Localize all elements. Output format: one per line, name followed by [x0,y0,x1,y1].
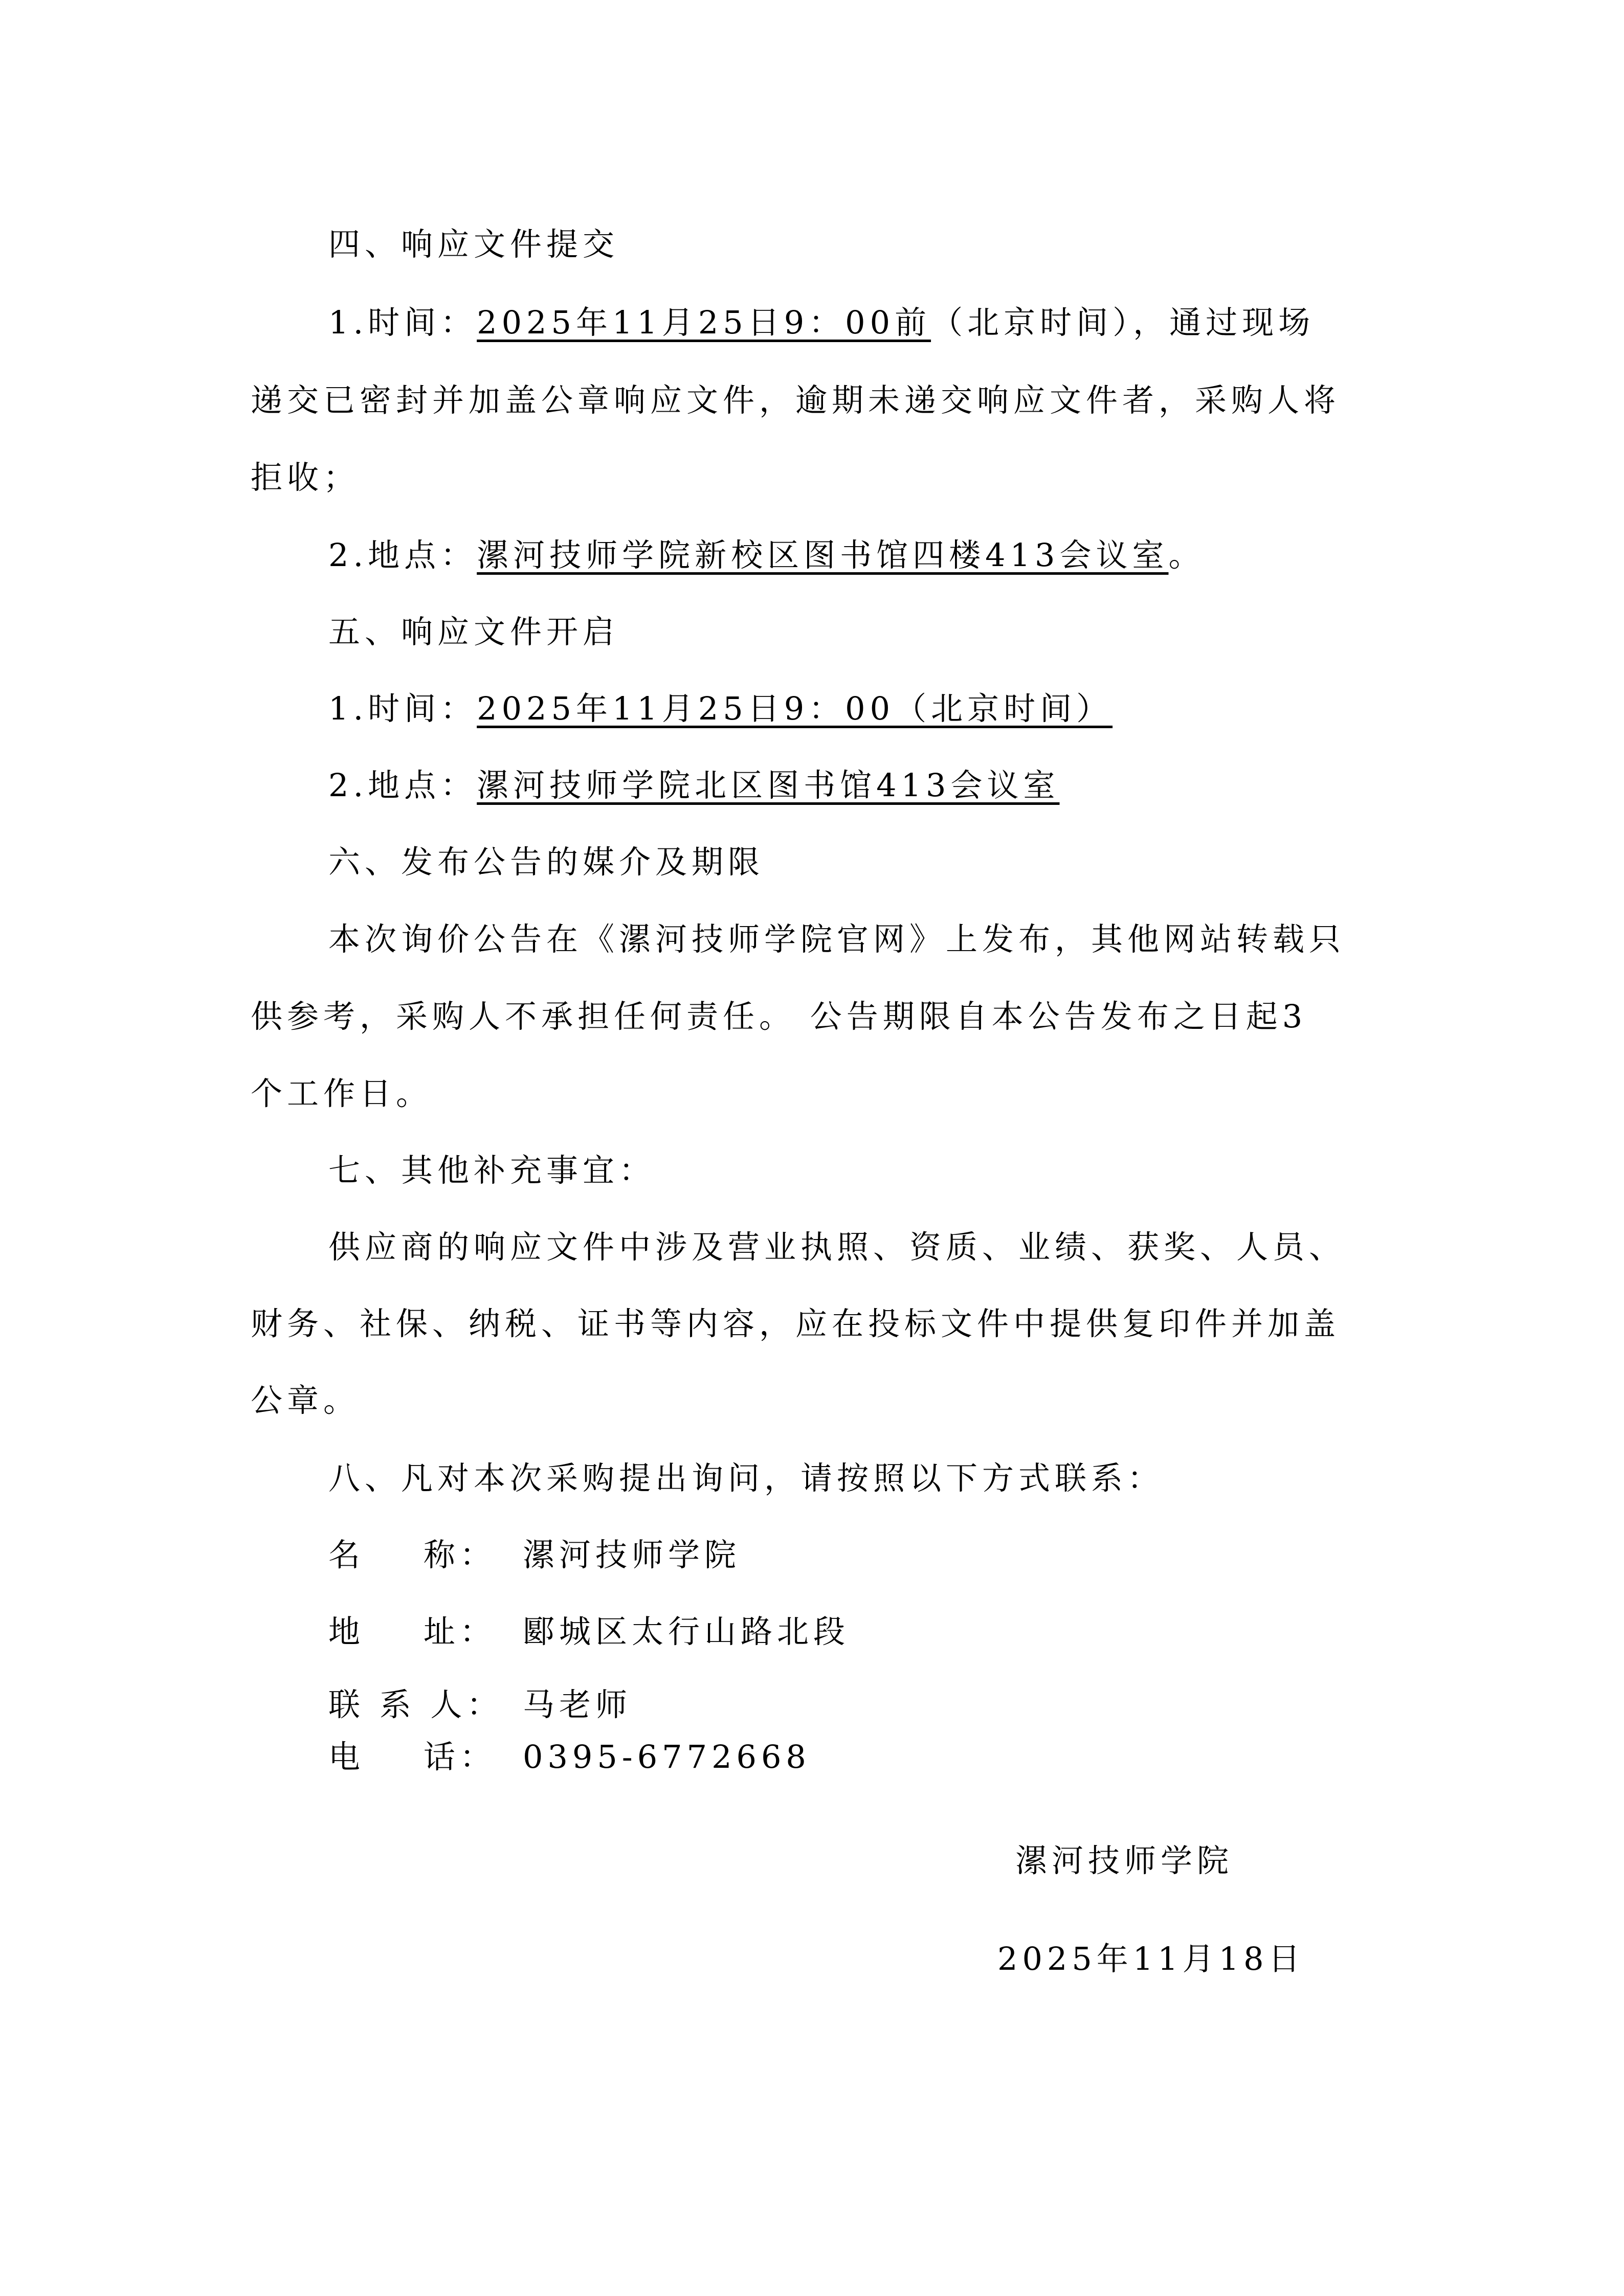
paragraph-submission-location [328,536,1205,574]
paragraph-line: 供参考，采购人不承担任何责任。 公告期限自本公告发布之日起3 [251,998,1307,1035]
item-prefix: 1.时间： [328,690,477,727]
contact-value: 马老师 [523,1686,632,1723]
contact-label: 地 址： [328,1613,496,1650]
item-prefix: 2.地点： [328,536,477,574]
contact-row-address [328,1613,850,1650]
paragraph-opening-time [328,690,1113,727]
contact-label: 电 话： [328,1738,496,1775]
contact-label: 联 系 人： [328,1686,503,1723]
item-suffix: 。 [1168,536,1205,574]
signature-date: 2025年11月18日 [997,1940,1305,1977]
section-heading-8: 八、凡对本次采购提出询问，请按照以下方式联系： [328,1459,1164,1497]
contact-value: 郾城区太行山路北段 [523,1613,850,1650]
item-prefix: 1.时间： [328,304,477,341]
section-heading-4: 四、响应文件提交 [328,226,619,263]
paragraph-line: 公章。 [251,1382,360,1419]
paragraph-line: 本次询价公告在《漯河技师学院官网》上发布，其他网站转载只 [328,920,1346,958]
section-heading-5: 五、响应文件开启 [328,613,619,650]
submission-location: 漯河技师学院新校区图书馆四楼413会议室 [477,536,1169,574]
contact-row-person [328,1686,632,1723]
opening-location: 漯河技师学院北区图书馆413会议室 [477,767,1060,804]
contact-value: 漯河技师学院 [523,1536,741,1573]
paragraph-line: 财务、社保、纳税、证书等内容，应在投标文件中提供复印件并加盖 [251,1305,1341,1342]
paragraph-submission-time [328,304,1315,341]
paragraph-line: 供应商的响应文件中涉及营业执照、资质、业绩、获奖、人员、 [328,1228,1346,1266]
section-heading-6: 六、发布公告的媒介及期限 [328,843,765,881]
contact-row-name [328,1536,741,1573]
contact-value: 0395-6772668 [523,1738,811,1775]
paragraph-opening-location [328,767,1060,804]
signature-organization: 漯河技师学院 [1015,1842,1234,1879]
paragraph-line: 拒收； [251,459,360,496]
paragraph-line: 个工作日。 [251,1075,433,1112]
paragraph-line: 递交已密封并加盖公章响应文件，逾期未递交响应文件者，采购人将 [251,381,1341,419]
submission-deadline: 2025年11月25日9：00前 [477,304,931,341]
section-heading-7: 七、其他补充事宜： [328,1152,656,1189]
item-suffix: （北京时间），通过现场 [931,304,1315,341]
contact-row-phone [328,1738,811,1775]
item-prefix: 2.地点： [328,767,477,804]
contact-label: 名 称： [328,1536,496,1573]
opening-time: 2025年11月25日9：00（北京时间） [477,690,1113,727]
